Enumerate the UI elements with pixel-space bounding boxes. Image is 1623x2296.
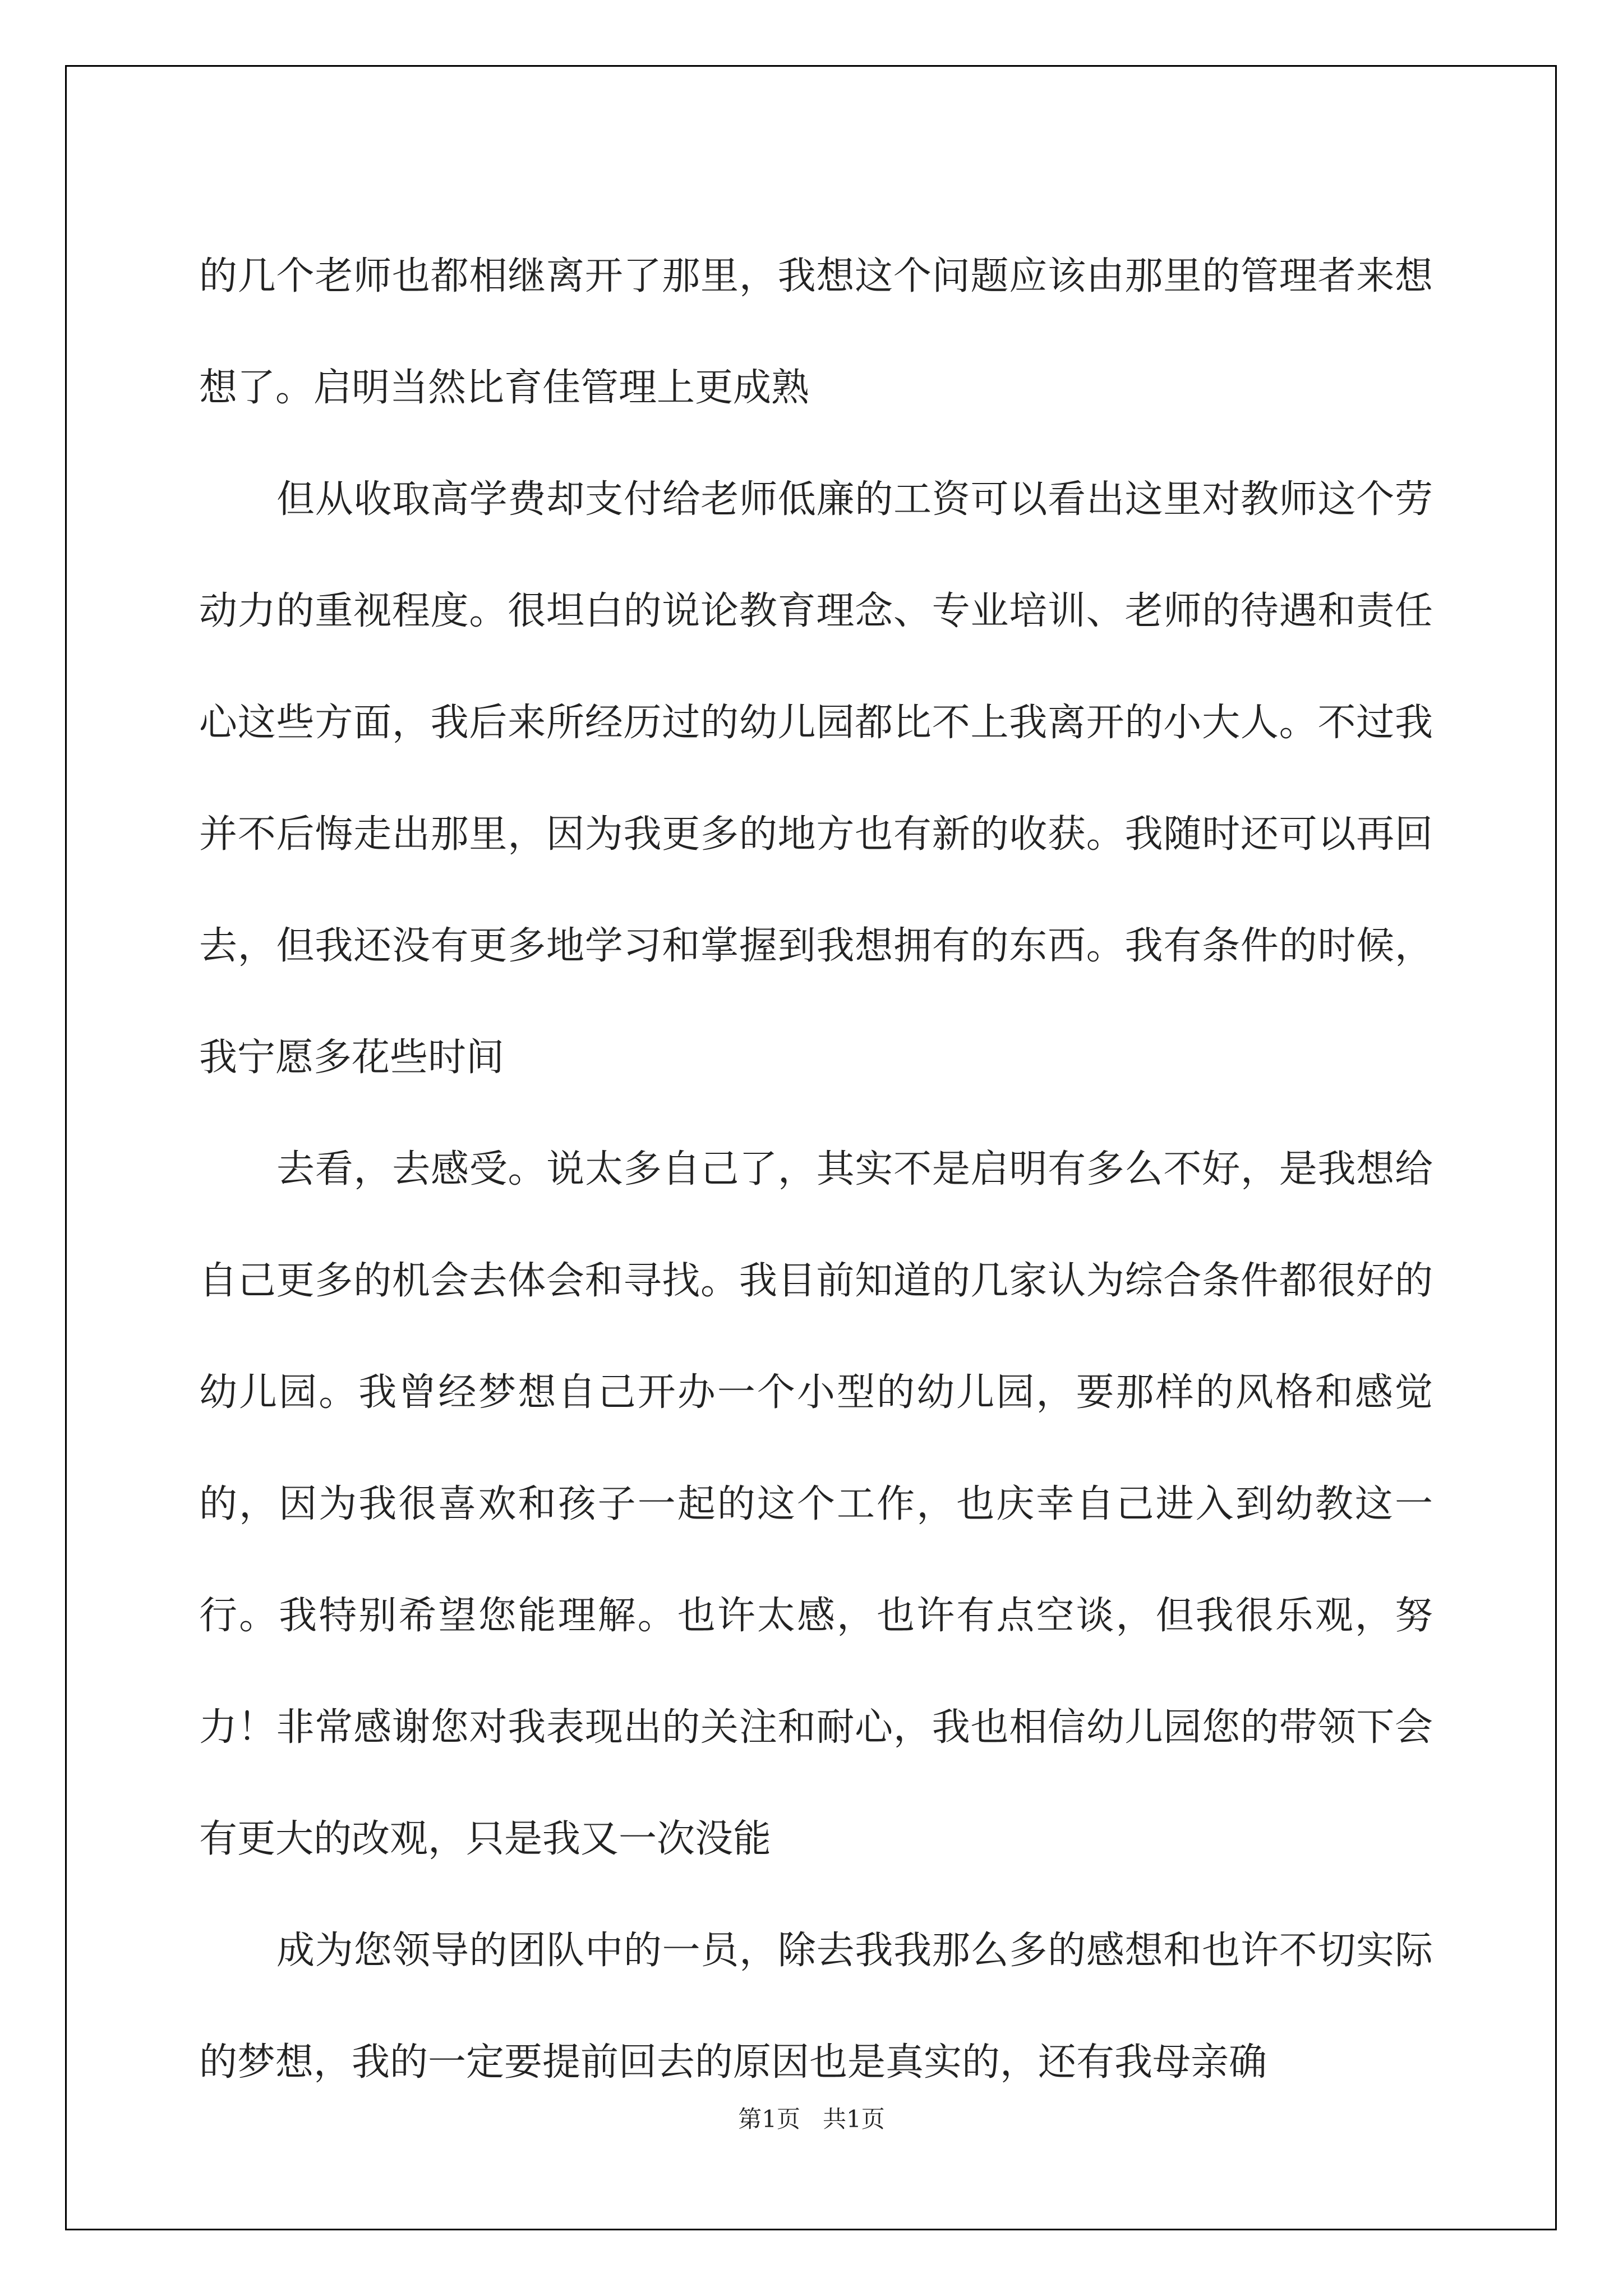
paragraph: 但从收取高学费却支付给老师低廉的工资可以看出这里对教师这个劳动力的重视程度。很坦白的说论教育理念、专业培训、老师的待遇和责任心这些方面，我后来所经历过的幼儿园都比不上我离开的小大人。不过我并不后悔走出那里，因为我更多的地方也有新的收获。我随时还可以再回去，但我还没有更多地学习和掌握到我想拥有的东西。我有条件的时候，我宁愿多花些时间	[199, 477, 1433, 1080]
document-body	[199, 220, 1433, 2118]
paragraph: 去看，去感受。说太多自己了，其实不是启明有多么不好，是我想给自己更多的机会去体会和寻找。我目前知道的几家认为综合条件都很好的幼儿园。我曾经梦想自己开办一个小型的幼儿园，要那样的风格和感觉的，因为我很喜欢和孩子一起的这个工作，也庆幸自己进入到幼教这一行。我特别希望您能理解。也许太感，也许有点空谈，但我很乐观，努力！非常感谢您对我表现出的关注和耐心，我也相信幼儿园您的带领下会有更大的改观，只是我又一次没能	[199, 1147, 1433, 1861]
paragraph: 成为您领导的团队中的一员，除去我我那么多的感想和也许不切实际的梦想，我的一定要提前回去的原因也是真实的，还有我母亲确	[199, 1929, 1433, 2085]
paragraph: 的几个老师也都相继离开了那里，我想这个问题应该由那里的管理者来想想了。启明当然比育佳管理上更成熟	[199, 254, 1433, 410]
page-footer: 第1页 共1页	[738, 2105, 885, 2133]
